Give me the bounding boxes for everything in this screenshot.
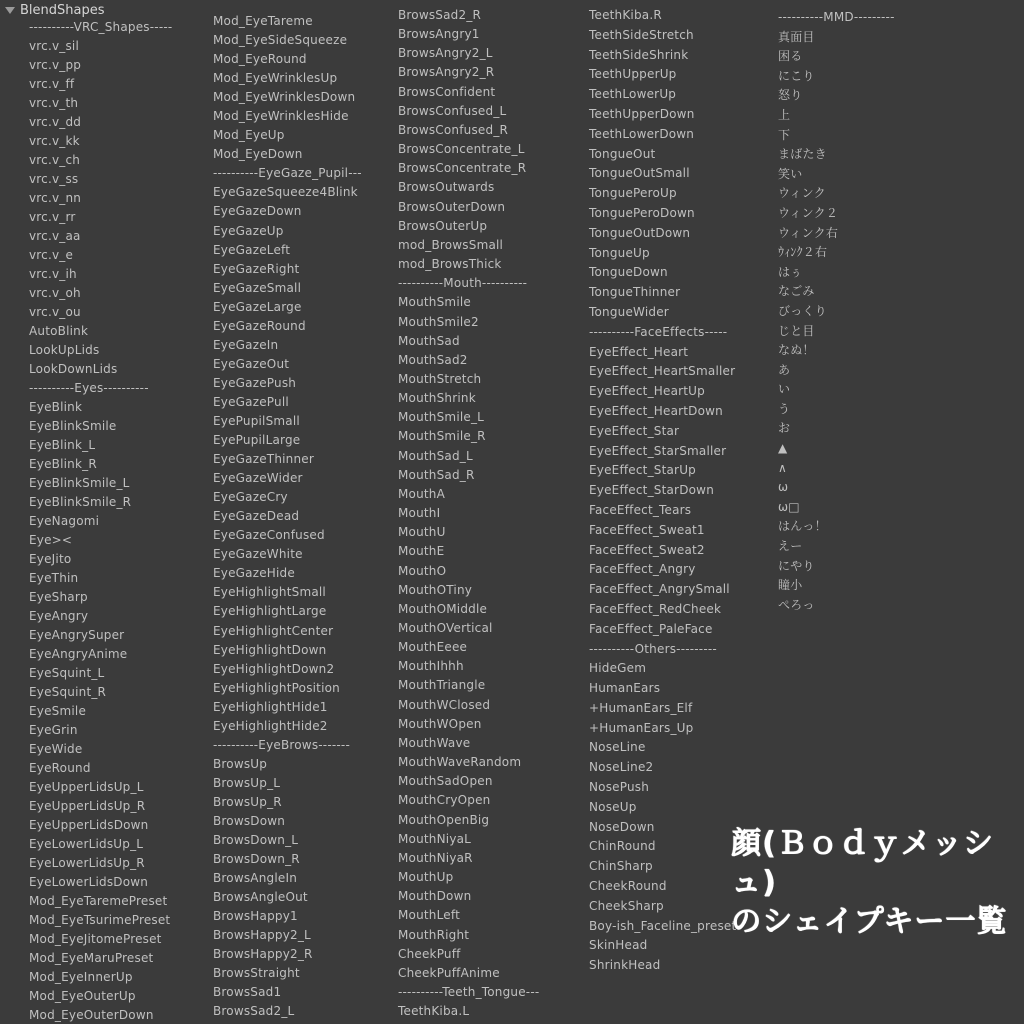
blendshape-item: ぺろっ	[778, 597, 815, 612]
foldout-triangle-icon[interactable]	[5, 7, 15, 14]
blendshape-item: +HumanEars_Up	[589, 720, 694, 735]
blendshape-item: じと目	[778, 323, 815, 338]
blendshape-item: Eye><	[29, 533, 73, 547]
blendshape-item: はんっ！	[778, 519, 827, 534]
blendshape-item: BrowsAngleIn	[213, 871, 298, 886]
blendshape-item: CheekPuffAnime	[398, 965, 500, 980]
blendshape-item: ｳｨﾝｸ２右	[778, 245, 828, 260]
blendshape-item: EyeLowerLidsUp_L	[29, 837, 144, 851]
blendshape-item: EyeSquint_L	[29, 666, 105, 680]
blendshape-item: EyeUpperLidsUp_L	[29, 780, 144, 794]
blendshape-item: 上	[778, 107, 791, 122]
blendshape-item: Mod_EyeMaruPreset	[29, 951, 154, 965]
blendshape-item: 真面目	[778, 29, 815, 44]
blendshape-item: はぅ	[778, 264, 803, 279]
blendshape-item: BrowsOuterDown	[398, 199, 506, 214]
blendshape-item: BrowsSad1	[213, 985, 282, 1000]
blendshape-item: BrowsAngry2_L	[398, 46, 493, 61]
blendshape-item: ShrinkHead	[589, 958, 661, 973]
blendshape-item: Mod_EyeTsurimePreset	[29, 913, 171, 927]
blendshape-item: にこり	[778, 68, 815, 83]
blendshape-item: ChinSharp	[589, 859, 653, 874]
blendshape-item: EyeLowerLidsDown	[29, 875, 149, 889]
blendshape-item: MouthOMiddle	[398, 601, 488, 616]
blendshape-item: Mod_EyeOuterUp	[29, 989, 136, 1003]
blendshape-item: 瞳小	[778, 578, 803, 593]
blendshape-item: EyeBlink	[29, 400, 83, 414]
blendshape-item: vrc.v_aa	[29, 229, 81, 243]
blendshape-item: EyeEffect_Heart	[589, 344, 689, 359]
blendshape-item: TeethLowerUp	[589, 87, 677, 102]
section-separator: ----------VRC_Shapes-----	[29, 20, 173, 34]
blendshape-item: AutoBlink	[29, 324, 89, 338]
blendshape-item: ∧	[778, 460, 787, 475]
blendshape-item: MouthStretch	[398, 371, 482, 386]
blendshape-item: TeethKiba.L	[398, 1004, 470, 1019]
blendshape-item: EyeGazeWhite	[213, 547, 303, 562]
blendshape-item: EyeHighlightDown2	[213, 661, 335, 676]
blendshape-item: MouthSmile_L	[398, 410, 485, 425]
blendshape-item: MouthUp	[398, 870, 454, 885]
caption-line2: のシェイプキー一覧	[731, 904, 1008, 939]
blendshape-item: EyeBlinkSmile	[29, 419, 117, 433]
blendshape-item: BrowsAngry1	[398, 27, 480, 42]
blendshape-item: EyeGazeSmall	[213, 280, 302, 295]
blendshape-item: MouthSmile_R	[398, 429, 486, 444]
blendshape-item: BrowsConfused_L	[398, 103, 507, 118]
blendshape-item: えー	[778, 539, 803, 554]
blendshape-item: EyeSharp	[29, 590, 88, 604]
blendshape-item: vrc.v_ou	[29, 305, 81, 319]
blendshape-item: あ	[778, 362, 791, 377]
blendshape-item: TeethSideShrink	[589, 47, 689, 62]
blendshape-item: 笑い	[778, 166, 803, 181]
blendshape-item: EyeGazeDead	[213, 509, 300, 524]
blendshape-item: BrowsOutwards	[398, 180, 495, 195]
blendshape-item: MouthSad_L	[398, 448, 473, 463]
blendshape-item: BrowsStraight	[213, 966, 300, 981]
blendshape-item: MouthRight	[398, 927, 470, 942]
blendshape-item: BrowsConfident	[398, 84, 496, 99]
blendshape-item: BrowsHappy2_R	[213, 947, 313, 962]
blendshape-item: EyeGazeDown	[213, 204, 302, 219]
blendshape-item: BrowsUp	[213, 756, 268, 771]
blendshape-item: MouthNiyaL	[398, 831, 472, 846]
blendshape-item: 困る	[778, 49, 803, 64]
blendshape-item: Mod_EyeTareme	[213, 14, 313, 28]
blendshape-item: EyeUpperLidsDown	[29, 818, 149, 832]
blendshape-item: にやり	[778, 558, 815, 573]
blendshape-item: Boy-ish_Faceline_preset	[589, 918, 737, 933]
blendshape-item: Mod_EyeWrinklesDown	[213, 90, 356, 105]
blendshape-item: ウィンク	[778, 186, 826, 201]
blendshape-item: ω□	[778, 499, 800, 514]
blendshape-item: なぬ！	[778, 343, 815, 358]
blendshape-item: TongueThinner	[589, 285, 681, 300]
caption-title	[731, 824, 1024, 941]
blendshape-item: LookDownLids	[29, 362, 118, 376]
blendshape-item: TongueOutDown	[589, 225, 691, 240]
blendshape-item: EyeGazeUp	[213, 223, 284, 238]
blendshape-item: vrc.v_pp	[29, 58, 82, 72]
blendshape-item: Mod_EyeTaremePreset	[29, 894, 168, 908]
blendshape-item: TongueUp	[589, 245, 650, 260]
blendshape-item: EyeEffect_Star	[589, 423, 680, 438]
blendshape-item: MouthSad_R	[398, 467, 475, 482]
blendshape-item: vrc.v_ih	[29, 267, 77, 281]
blendshape-item: TongueWider	[589, 304, 669, 319]
blendshape-item: EyePupilLarge	[213, 433, 301, 448]
blendshape-item: EyeGazeLeft	[213, 242, 291, 257]
blendshape-item: EyeGazeOut	[213, 356, 290, 371]
blendshape-item: NoseUp	[589, 799, 637, 814]
blendshape-item: vrc.v_oh	[29, 286, 81, 300]
blendshape-item: EyeGazeCry	[213, 490, 288, 505]
blendshape-item: MouthLeft	[398, 908, 460, 923]
caption-line1: 顔(Ｂｏｄｙメッシュ)	[731, 826, 994, 900]
section-separator: ----------Others---------	[589, 641, 717, 656]
blendshape-column	[778, 8, 895, 615]
blendshape-item: Mod_EyeRound	[213, 52, 307, 67]
blendshapes-title: BlendShapes	[20, 2, 105, 18]
blendshape-item: う	[778, 401, 791, 416]
blendshape-item: vrc.v_e	[29, 248, 74, 262]
blendshape-item: MouthSmile2	[398, 314, 479, 329]
blendshape-item: SkinHead	[589, 938, 648, 953]
blendshape-item: BrowsAngleOut	[213, 890, 308, 905]
blendshape-item: Mod_EyeOuterDown	[29, 1008, 154, 1022]
blendshape-item: EyeAngryAnime	[29, 647, 128, 661]
blendshape-item: EyeGazeRight	[213, 261, 300, 276]
blendshape-item: mod_BrowsThick	[398, 257, 502, 272]
blendshape-item: FaceEffect_Angry	[589, 562, 696, 577]
section-separator: ----------Teeth_Tongue---	[398, 984, 540, 999]
blendshape-item: BrowsSad2_R	[398, 8, 482, 22]
blendshape-item: MouthI	[398, 506, 441, 521]
blendshape-item: EyeGazeRound	[213, 318, 306, 333]
blendshape-item: MouthWaveRandom	[398, 755, 522, 770]
section-separator: ----------EyeGaze_Pupil---	[213, 166, 362, 181]
blendshape-item: EyeGrin	[29, 723, 78, 737]
blendshape-column	[589, 6, 736, 976]
blendshape-item: MouthA	[398, 486, 446, 501]
blendshape-item: EyeHighlightCenter	[213, 623, 334, 638]
blendshape-item: EyeEffect_HeartUp	[589, 384, 705, 399]
blendshape-item: Mod_EyeJitomePreset	[29, 932, 162, 946]
blendshape-item: まばたき	[778, 147, 827, 162]
blendshape-item: EyeGazePull	[213, 394, 289, 409]
blendshape-item: CheekSharp	[589, 898, 664, 913]
blendshape-item: MouthEeee	[398, 640, 468, 655]
blendshape-item: EyeHighlightDown	[213, 642, 327, 657]
blendshape-item: BrowsConcentrate_L	[398, 142, 525, 157]
blendshape-item: vrc.v_kk	[29, 134, 80, 148]
blendshape-item: FaceEffect_Tears	[589, 502, 692, 517]
blendshape-item: +HumanEars_Elf	[589, 700, 693, 715]
blendshape-item: EyeGazeWider	[213, 471, 303, 486]
blendshape-item: BrowsUp_R	[213, 794, 282, 809]
blendshape-item: vrc.v_rr	[29, 210, 76, 224]
blendshape-item: NoseLine	[589, 740, 646, 755]
blendshape-item: vrc.v_ch	[29, 153, 81, 167]
blendshape-item: EyeBlinkSmile_L	[29, 476, 130, 490]
blendshape-item: MouthU	[398, 525, 446, 540]
blendshape-item: EyeGazeSqueeze4Blink	[213, 185, 358, 200]
blendshape-item: MouthWOpen	[398, 716, 482, 731]
blendshape-item: MouthTriangle	[398, 678, 486, 693]
blendshape-item: MouthOpenBig	[398, 812, 490, 827]
blendshape-item: MouthSad	[398, 333, 460, 348]
blendshape-item: TeethKiba.R	[589, 8, 662, 22]
blendshape-item: EyeSmile	[29, 704, 87, 718]
blendshape-item: MouthDown	[398, 889, 472, 904]
section-separator: ----------EyeBrows-------	[213, 737, 350, 752]
blendshape-item: EyeBlink_L	[29, 438, 96, 452]
blendshape-item: MouthOVertical	[398, 621, 493, 635]
blendshape-item: HumanEars	[589, 681, 661, 696]
blendshape-column	[398, 6, 539, 1021]
blendshape-item: EyeWide	[29, 742, 83, 756]
blendshape-item: EyeHighlightHide2	[213, 718, 328, 733]
blendshape-item: MouthNiyaR	[398, 850, 473, 865]
blendshape-item: BrowsDown	[213, 813, 286, 828]
blendshape-item: TongueOutSmall	[589, 166, 690, 181]
blendshape-item: vrc.v_sil	[29, 39, 80, 53]
blendshape-item: EyeHighlightPosition	[213, 680, 340, 695]
blendshape-item: TeethLowerDown	[589, 126, 695, 141]
blendshape-column	[213, 12, 362, 1021]
blendshape-item: Mod_EyeDown	[213, 147, 303, 162]
blendshape-item: BrowsOuterUp	[398, 218, 488, 233]
blendshape-item: EyeEffect_HeartDown	[589, 403, 723, 418]
blendshape-item: TongueDown	[589, 265, 668, 280]
blendshape-column	[29, 18, 172, 1024]
blendshape-item: ω	[778, 480, 789, 495]
blendshape-item: MouthSad2	[398, 352, 468, 367]
blendshape-item: TeethUpperUp	[589, 67, 677, 82]
blendshape-item: NoseLine2	[589, 760, 654, 775]
blendshape-item: EyeHighlightLarge	[213, 604, 327, 619]
blendshape-item: EyeJito	[29, 552, 72, 566]
blendshape-item: MouthO	[398, 563, 447, 578]
blendshape-item: FaceEffect_PaleFace	[589, 621, 713, 636]
blendshape-item: びっくり	[778, 303, 827, 318]
blendshape-item: EyeGazePush	[213, 375, 297, 390]
blendshape-item: FaceEffect_RedCheek	[589, 601, 722, 616]
blendshape-item: ChinRound	[589, 839, 656, 854]
blendshape-item: NosePush	[589, 780, 650, 795]
section-separator: ----------FaceEffects-----	[589, 324, 728, 339]
blendshape-item: MouthSmile	[398, 295, 471, 310]
blendshape-item: EyeAngrySuper	[29, 628, 125, 642]
blendshape-item: TeethSideStretch	[589, 27, 694, 42]
blendshape-item: EyeUpperLidsUp_R	[29, 799, 146, 813]
blendshape-item: EyeEffect_StarUp	[589, 463, 696, 478]
blendshape-item: BrowsAngry2_R	[398, 65, 495, 80]
blendshape-item: EyeEffect_HeartSmaller	[589, 364, 736, 379]
section-separator: ----------Eyes----------	[29, 381, 149, 395]
blendshape-item: EyeGazeConfused	[213, 528, 325, 543]
blendshape-item: MouthWClosed	[398, 697, 491, 712]
blendshape-item: EyeSquint_R	[29, 685, 107, 699]
blendshape-item: FaceEffect_Sweat1	[589, 522, 705, 537]
blendshape-item: EyeNagomi	[29, 514, 100, 528]
blendshape-item: EyeRound	[29, 761, 91, 775]
blendshape-item: FaceEffect_Sweat2	[589, 542, 705, 557]
blendshape-item: ウィンク２	[778, 205, 839, 220]
blendshape-item: BrowsHappy2_L	[213, 928, 311, 943]
blendshape-item: NoseDown	[589, 819, 655, 834]
blendshape-item: EyeHighlightSmall	[213, 585, 326, 600]
blendshape-item: Mod_EyeSideSqueeze	[213, 33, 348, 48]
blendshape-item: vrc.v_th	[29, 96, 79, 110]
blendshape-item: CheekRound	[589, 879, 667, 894]
blendshape-item: TonguePeroDown	[589, 205, 695, 220]
blendshape-item: EyeLowerLidsUp_R	[29, 856, 145, 870]
blendshape-item: BrowsSad2_L	[213, 1004, 295, 1019]
blendshape-item: BrowsUp_L	[213, 775, 281, 790]
blendshape-item: MouthCryOpen	[398, 793, 491, 808]
blendshape-item: Mod_EyeInnerUp	[29, 970, 133, 984]
blendshape-item: EyeGazeThinner	[213, 452, 314, 467]
blendshape-item: EyePupilSmall	[213, 413, 300, 428]
blendshape-item: お	[778, 421, 791, 436]
blendshape-item: なごみ	[778, 284, 815, 299]
blendshape-item: TongueOut	[589, 146, 656, 161]
blendshape-item: ▲	[778, 441, 788, 456]
blendshape-item: BrowsHappy1	[213, 909, 298, 924]
blendshape-item: EyeHighlightHide1	[213, 699, 328, 714]
blendshape-item: 怒り	[778, 88, 803, 103]
section-separator: ----------MMD---------	[778, 10, 895, 24]
blendshape-item: EyeGazeHide	[213, 566, 295, 581]
blendshape-item: MouthSadOpen	[398, 774, 493, 789]
blendshape-item: TonguePeroUp	[589, 186, 677, 201]
blendshape-item: vrc.v_nn	[29, 191, 82, 205]
blendshape-item: BrowsConcentrate_R	[398, 161, 527, 176]
blendshape-item: Mod_EyeUp	[213, 128, 285, 143]
blendshape-item: EyeBlink_R	[29, 457, 97, 471]
blendshape-item: BrowsDown_R	[213, 852, 300, 867]
blendshape-item: Mod_EyeWrinklesUp	[213, 71, 338, 86]
blendshape-item: ウィンク右	[778, 225, 839, 240]
blendshape-item: TeethUpperDown	[589, 106, 695, 121]
blendshape-item: mod_BrowsSmall	[398, 237, 504, 252]
blendshape-item: MouthWave	[398, 735, 471, 750]
blendshape-item: MouthShrink	[398, 391, 476, 406]
blendshape-item: EyeEffect_StarSmaller	[589, 443, 727, 458]
blendshape-item: vrc.v_ss	[29, 172, 79, 186]
blendshape-item: EyeEffect_StarDown	[589, 483, 714, 498]
blendshape-item: vrc.v_dd	[29, 115, 82, 129]
blendshape-item: CheekPuff	[398, 946, 461, 961]
blendshape-item: EyeGazeIn	[213, 337, 279, 352]
blendshape-item: EyeThin	[29, 571, 79, 585]
blendshape-item: EyeGazeLarge	[213, 299, 302, 314]
blendshapes-foldout[interactable]	[5, 1, 105, 19]
blendshape-item: MouthIhhh	[398, 659, 464, 674]
blendshape-item: 下	[778, 127, 791, 142]
blendshape-item: HideGem	[589, 661, 647, 676]
blendshape-item: LookUpLids	[29, 343, 100, 357]
blendshape-item: vrc.v_ff	[29, 77, 75, 91]
blendshape-item: Mod_EyeWrinklesHide	[213, 109, 349, 124]
section-separator: ----------Mouth----------	[398, 276, 528, 291]
blendshape-item: MouthOTiny	[398, 582, 473, 597]
blendshape-item: BrowsDown_L	[213, 833, 299, 848]
blendshape-item: FaceEffect_AngrySmall	[589, 582, 730, 597]
blendshape-item: MouthE	[398, 544, 445, 559]
blendshape-item: EyeAngry	[29, 609, 89, 623]
blendshape-item: BrowsConfused_R	[398, 122, 509, 137]
blendshape-item: EyeBlinkSmile_R	[29, 495, 132, 509]
blendshape-item: い	[778, 382, 791, 397]
